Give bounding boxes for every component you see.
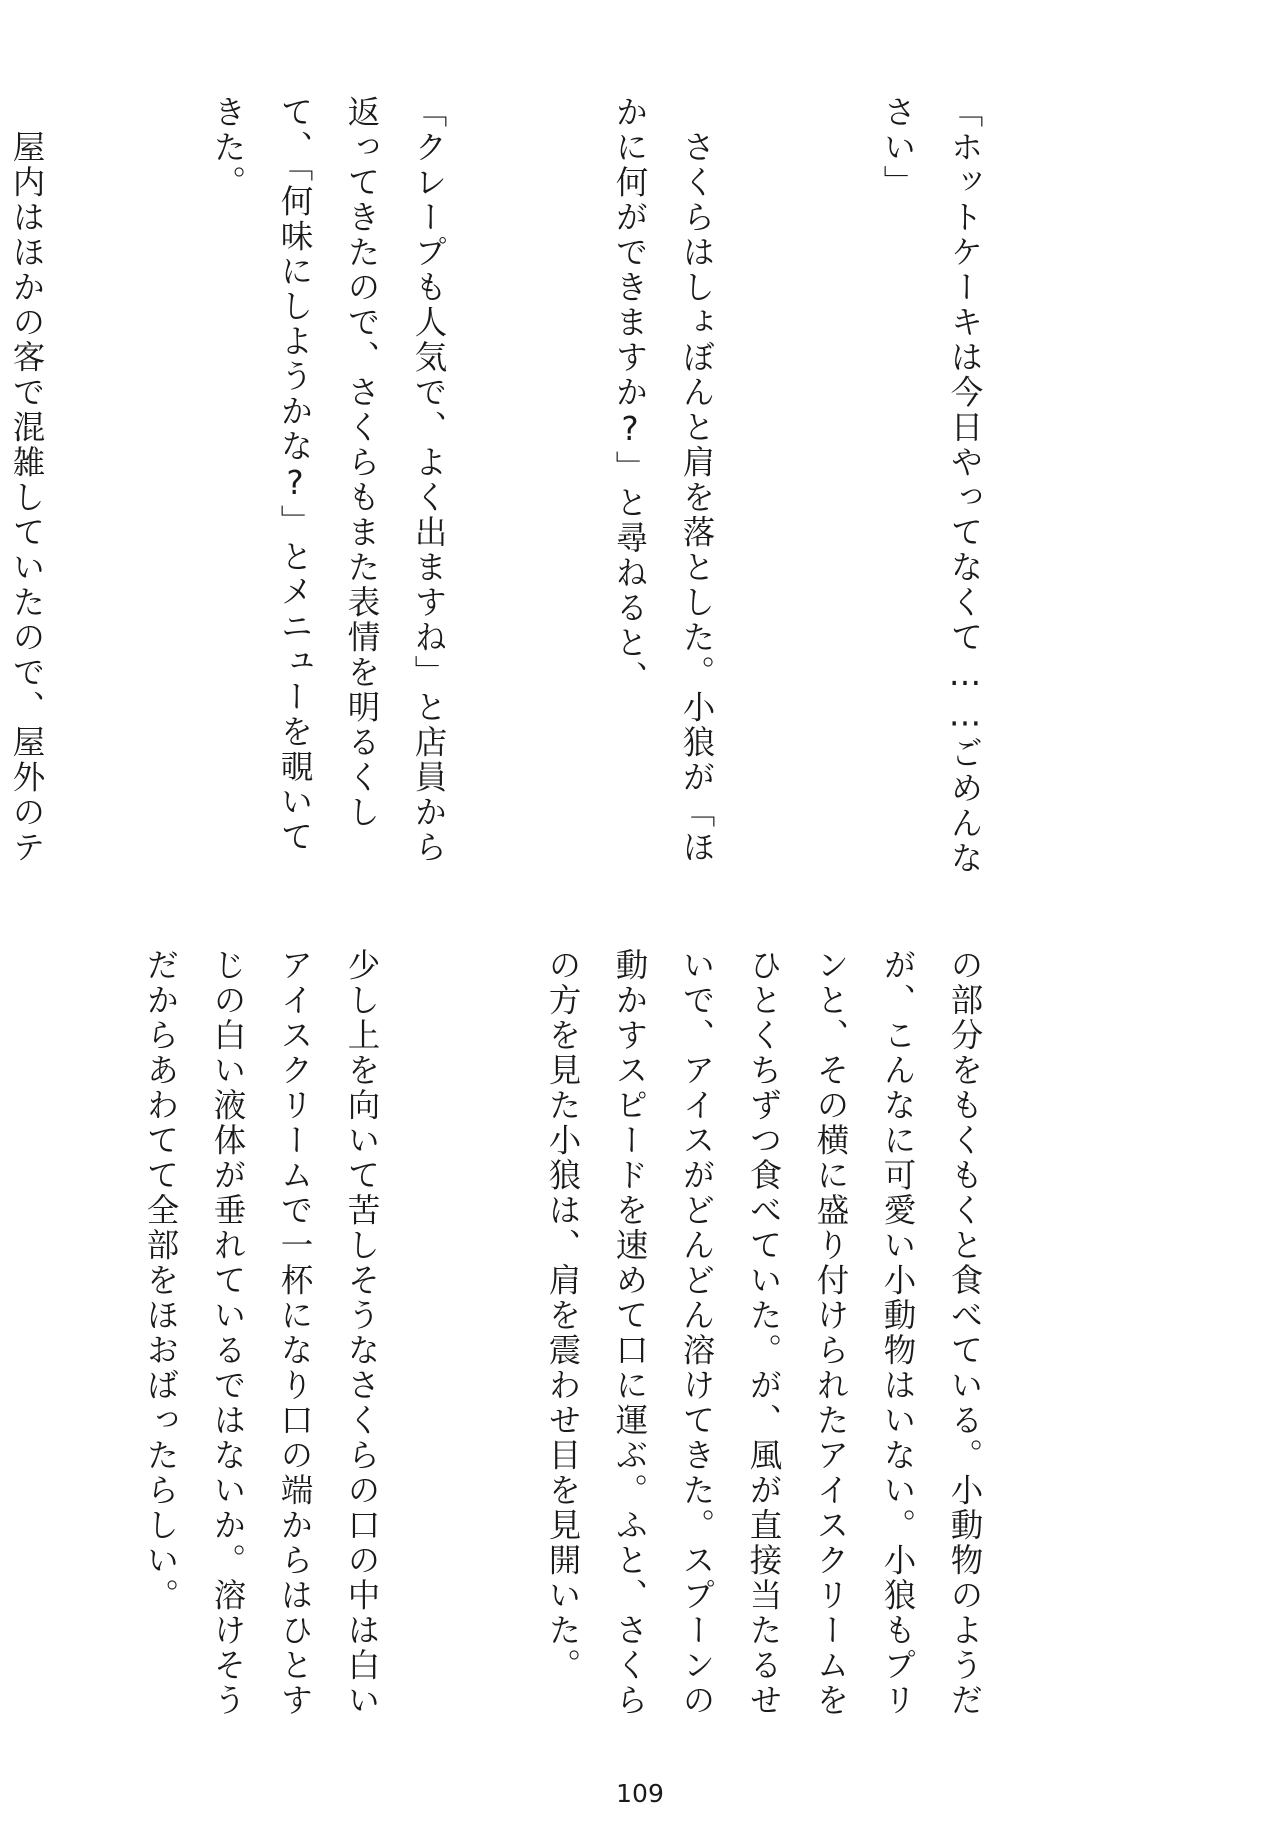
paragraph: 「クレープも人気で、よく出ますね」と店員から返ってきたので、さくらもまた表情を明るくして、「何味にしようかな?」とメニューを覗いてきた。 (209, 95, 448, 865)
paragraph: 屋内はほかの客で混雑していたので、屋外のテ (8, 130, 46, 865)
lower-text-block (0, 948, 1132, 1748)
page-number: 109 (616, 1779, 664, 1808)
paragraph: 少し上を向いて苦しそうなさくらの口の中は白いアイスクリームで一杯になり口の端からはひとすじの白い液体が垂れているではないか。溶けそうだからあわてて全部をほおばったらしい。 (142, 948, 381, 1718)
upper-text-block (0, 95, 1132, 885)
paragraph: さくらはしょぼんと肩を落とした。小狼が「ほかに何ができますか?」と尋ねると、 (611, 95, 716, 865)
paragraph: の部分をもくもくと食べている。小動物のようだが、こんなに可愛い小動物はいない。小狼もプリンと、その横に盛り付けられたアイスクリームをひとくちずつ食べていた。が、風が直接当たるせいで、アイスがどんどん溶けてきた。スプーンの動かすスピードを速めて口に運ぶ。ふと、さくらの方を見た小狼は、肩を震わせ目を見開いた。 (544, 948, 984, 1718)
paragraph: 「ホットケーキは今日やってなくて……ごめんなさい」 (879, 95, 984, 876)
